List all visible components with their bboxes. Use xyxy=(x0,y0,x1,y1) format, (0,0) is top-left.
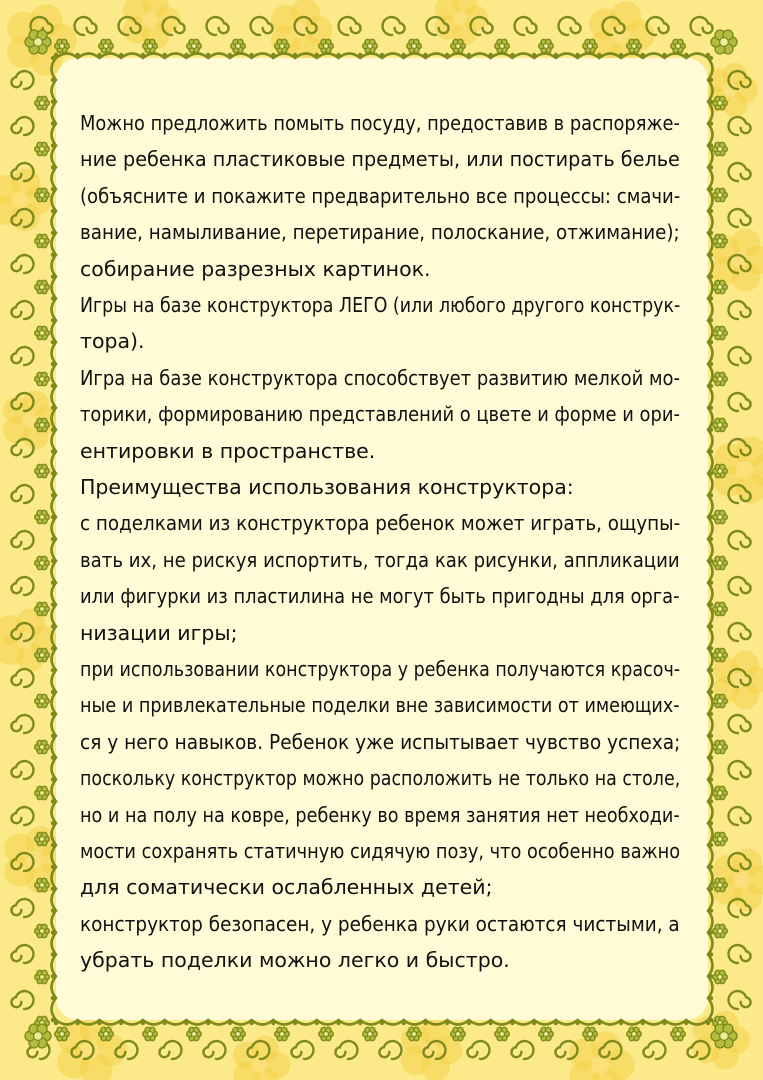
text-line: но и на полу на ковре, ребенку во время занятия нет необходи- xyxy=(80,802,680,827)
text-line: ся у него навыков. Ребенок уже испытывает чувство успеха; xyxy=(80,729,681,754)
text-line: при использовании конструктора у ребенка получаются красоч- xyxy=(80,657,681,681)
text-line: вание, намыливание, перетирание, полоскание, отжимание); xyxy=(80,220,680,245)
text-line: низации игры; xyxy=(80,620,238,645)
text-line: ентировки в пространстве. xyxy=(80,438,376,463)
text-line: или фигурки из пластилина не могут быть пригодны для орга- xyxy=(80,584,680,609)
text-line: для соматически ослабленных детей; xyxy=(80,875,493,900)
text-line: Преимущества использования конструктора: xyxy=(80,475,574,499)
text-line: собирание разрезных картинок. xyxy=(80,256,431,281)
text-line: поскольку конструктор можно расположить не только на столе, xyxy=(80,766,681,791)
text-line: торики, формированию представлений о цвете и форме и ори- xyxy=(80,402,680,427)
text-line: вать их, не рискуя испортить, тогда как рисунки, аппликации xyxy=(80,547,680,572)
text-line: конструктор безопасен, у ребенка руки остаются чистыми, а xyxy=(80,911,680,936)
text-line: Игра на базе конструктора способствует развитию мелкой мо- xyxy=(80,365,680,390)
text-line: Можно предложить помыть посуду, предоставив в распоряже- xyxy=(80,111,680,135)
text-line: убрать поделки можно легко и быстро. xyxy=(80,948,510,973)
text-line: с поделками из конструктора ребенок может играть, ощупы- xyxy=(80,511,681,536)
text-line: Игры на базе конструктора ЛЕГО (или любого другого конструк- xyxy=(80,293,681,317)
text-panel xyxy=(80,100,686,990)
text-line: (объясните и покажите предварительно все процессы: смачи- xyxy=(80,183,681,208)
text-line: ные и привлекательные поделки вне зависимости от имеющих- xyxy=(80,693,680,718)
text-line: тора). xyxy=(80,329,145,354)
text-line: мости сохранять статичную сидячую позу, что особенно важно xyxy=(80,839,681,863)
text-line: ние ребенка пластиковые предметы, или постирать белье xyxy=(80,147,680,172)
